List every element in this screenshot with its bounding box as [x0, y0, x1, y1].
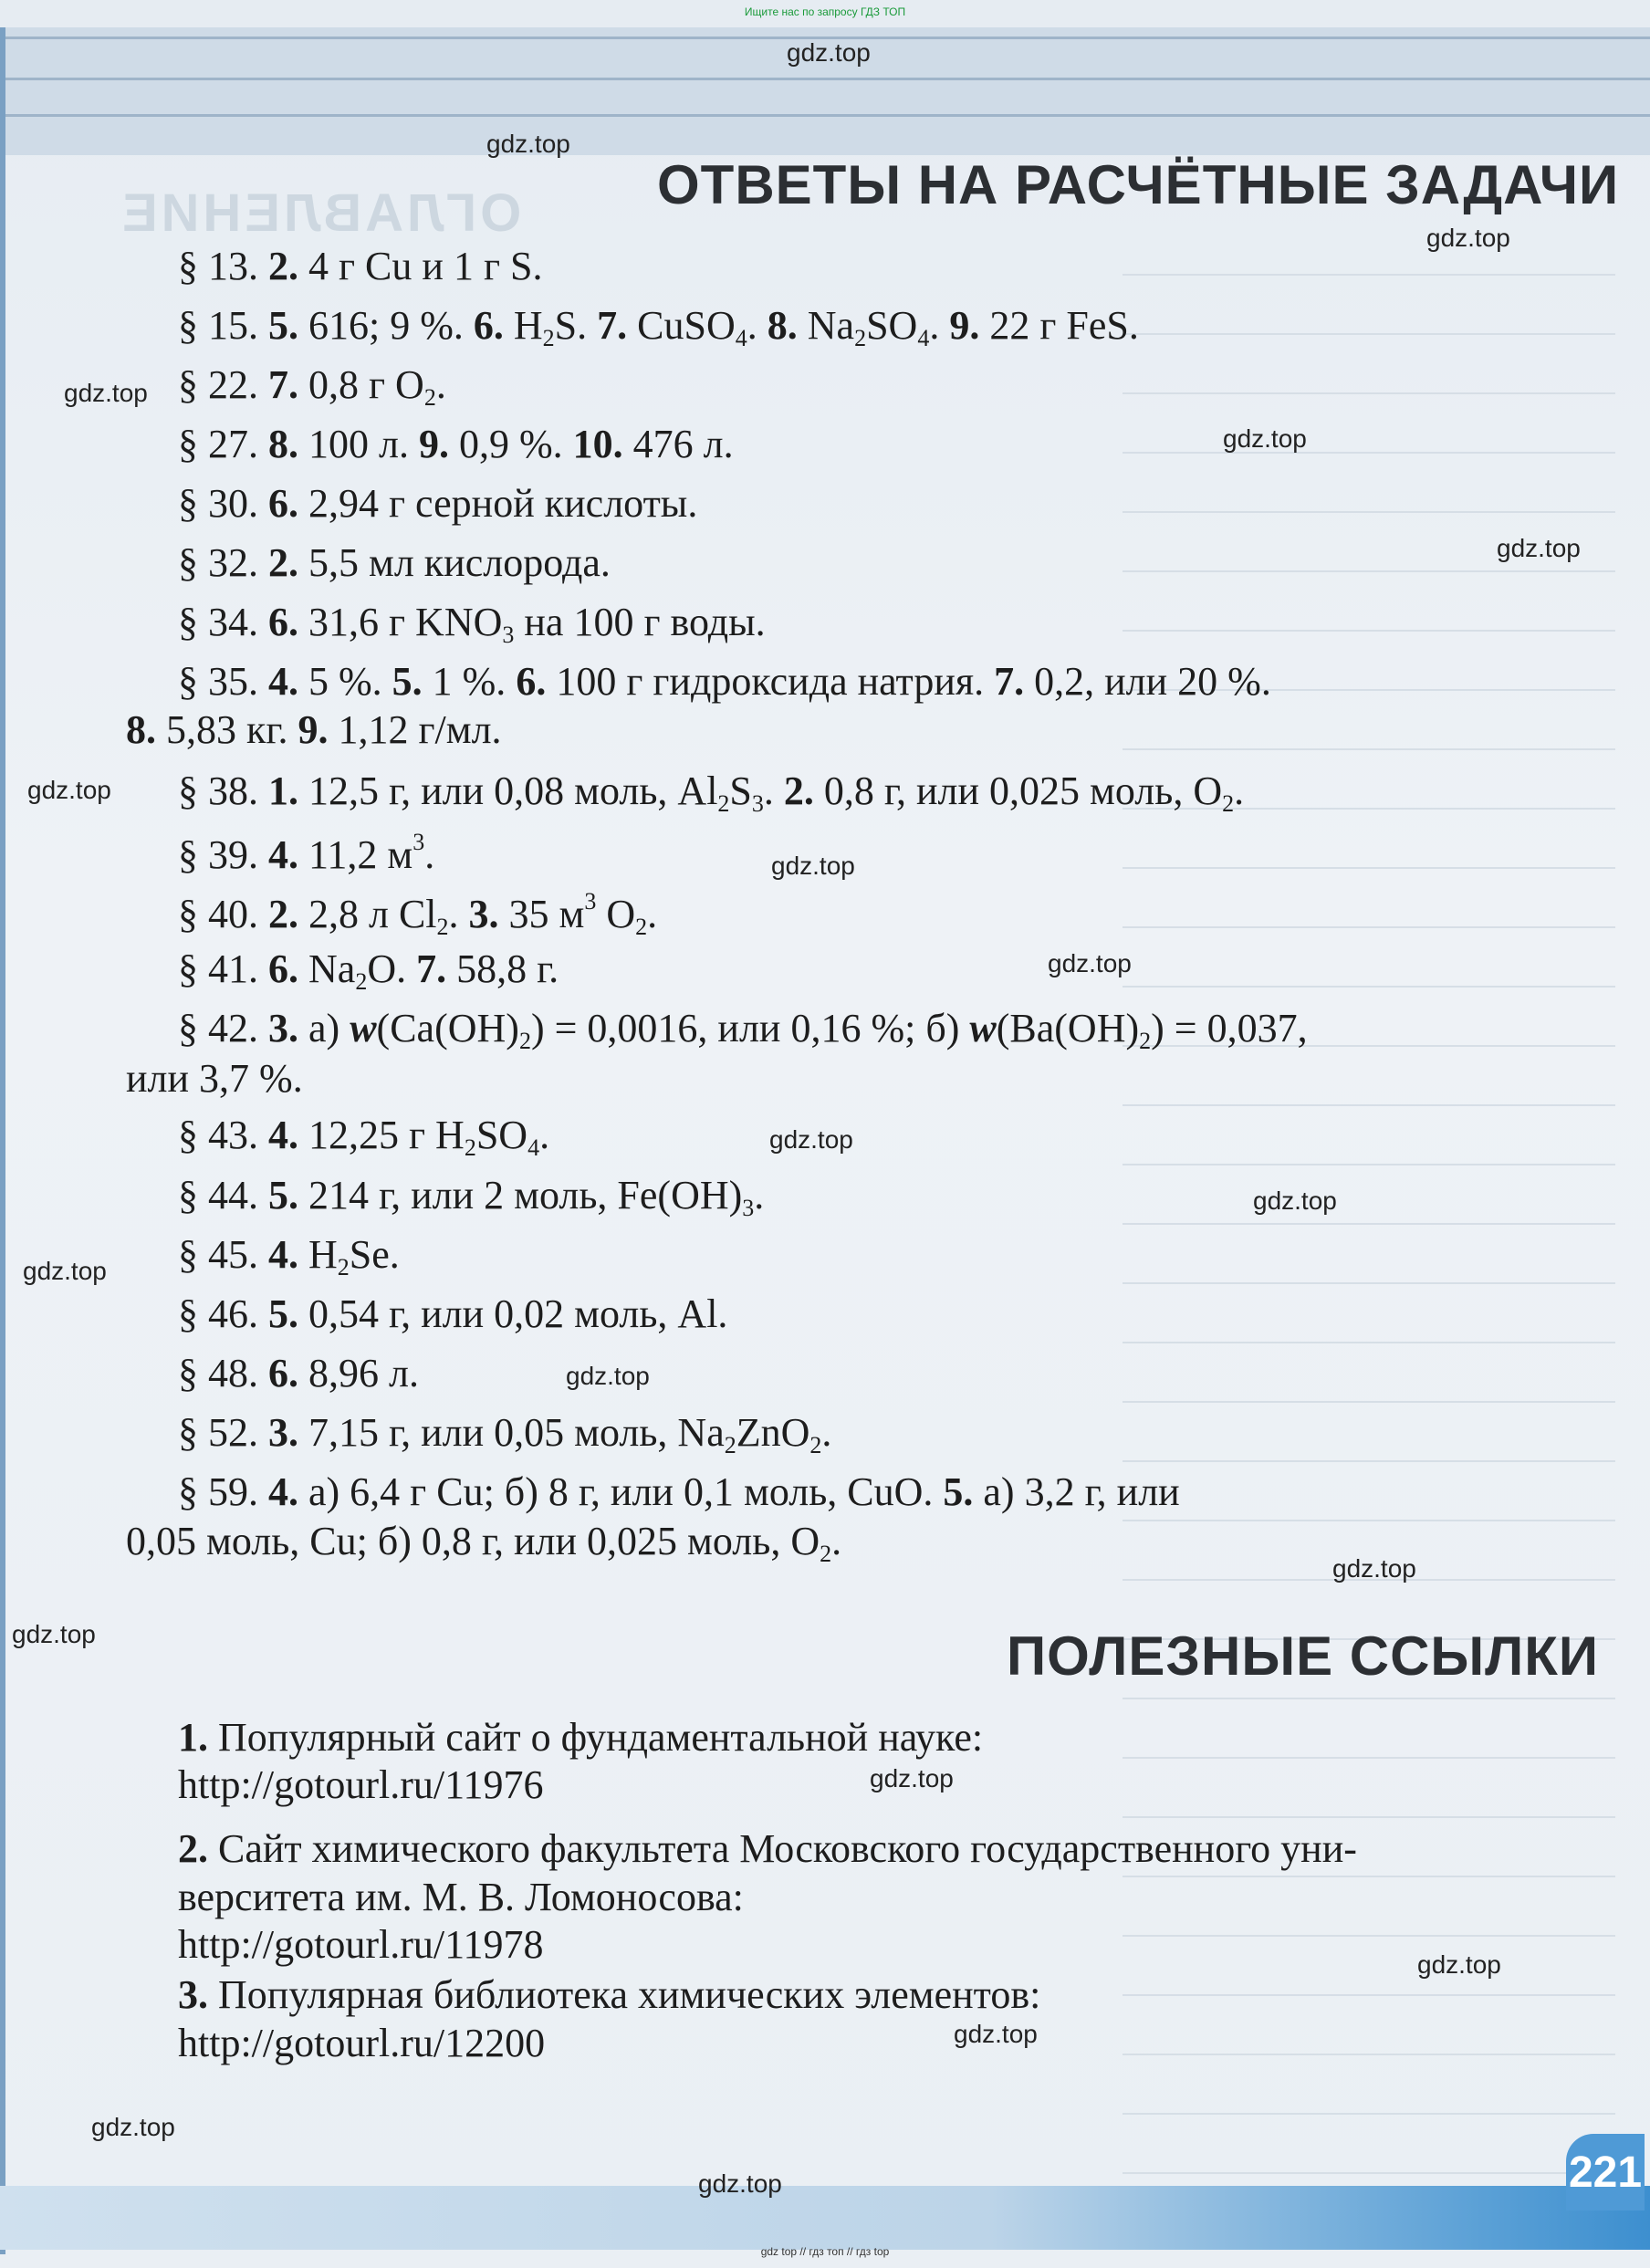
answer-22: § 22. 7. 0,8 г $O_2$. — [178, 362, 446, 411]
watermark: gdz.top — [486, 130, 570, 158]
promo-text[interactable]: Ищите нас по запросу ГДЗ ТОП — [744, 5, 906, 18]
watermark: gdz.top — [1417, 1950, 1501, 1979]
watermark: gdz.top — [23, 1257, 107, 1285]
watermark: gdz.top — [769, 1125, 853, 1154]
answer-27: § 27. 8. 100 л. 9. 0,9 %. 10. 476 л. — [178, 422, 734, 466]
watermark: gdz.top — [1048, 949, 1132, 977]
answer-42-cont: или 3,7 %. — [126, 1056, 303, 1101]
watermark: gdz.top — [64, 379, 148, 407]
answer-39: § 39. 4. 11,2 $м^3$. — [178, 829, 435, 877]
link-3-text: 3. Популярная библиотека химических элементов: — [178, 1972, 1041, 2017]
answer-44: § 44. 5. 214 г, или 2 моль, $Fe(OH)_3$. — [178, 1173, 765, 1221]
link-1-text: 1. Популярный сайт о фундаментальной науке: — [178, 1715, 984, 1760]
watermark: gdz.top — [870, 1764, 954, 1792]
answer-38: § 38. 1. 12,5 г, или 0,08 моль, $Al_2S_3$. 2. 0,8 г, или 0,025 моль, $O_2$. — [178, 768, 1245, 817]
watermark: gdz.top — [787, 38, 871, 67]
watermark: gdz.top — [91, 2113, 175, 2141]
answer-41: § 41. 6. $Na_2O$. 7. 58,8 г. — [178, 946, 559, 995]
answer-13: § 13. 2. 4 г Cu и 1 г S. — [178, 244, 543, 288]
answer-59-cont: 0,05 моль, Cu; б) 0,8 г, или 0,025 моль, $O_2$. — [126, 1519, 842, 1567]
link-3-url[interactable]: http://gotourl.ru/12200 — [178, 2021, 546, 2065]
ghost-lines — [1123, 274, 1615, 2231]
watermark: gdz.top — [12, 1620, 96, 1648]
answer-43: § 43. 4. 12,25 г $H_2SO_4$. — [178, 1113, 550, 1161]
watermark: gdz.top — [1253, 1186, 1337, 1215]
answer-46: § 46. 5. 0,54 г, или 0,02 моль, Al. — [178, 1291, 728, 1336]
watermark: gdz.top — [698, 2169, 782, 2198]
answer-15: § 15. 5. 616; 9 %. 6. $H_2S$. 7. CuSO$_4$. 8. $Na_2SO_4$. 9. 22 г FeS. — [178, 303, 1139, 351]
link-2-text-cont: верситета им. М. В. Ломоносова: — [178, 1875, 744, 1919]
links-heading: ПОЛЕЗНЫЕ ССЫЛКИ — [1007, 1625, 1600, 1687]
answer-35: § 35. 4. 5 %. 5. 1 %. 6. 100 г гидроксида натрия. 7. 0,2, или 20 %. — [178, 659, 1271, 704]
answer-45: § 45. 4. $H_2Se$. — [178, 1232, 400, 1280]
answer-34: § 34. 6. 31,6 г $KNO_3$ на 100 г воды. — [178, 600, 766, 648]
answer-32: § 32. 2. 5,5 мл кислорода. — [178, 540, 611, 585]
watermark: gdz.top — [1223, 424, 1307, 453]
footer-text: gdz top // гдз топ // гдз top — [760, 2245, 890, 2258]
link-2-url[interactable]: http://gotourl.ru/11978 — [178, 1922, 544, 1967]
page-number: 221 — [1566, 2134, 1645, 2211]
answer-48: § 48. 6. 8,96 л. — [178, 1351, 419, 1395]
watermark: gdz.top — [1426, 224, 1510, 252]
watermark: gdz.top — [954, 2020, 1038, 2048]
watermark: gdz.top — [27, 776, 111, 804]
link-2-text: 2. Сайт химического факультета Московского государственного уни- — [178, 1826, 1357, 1871]
answer-40: § 40. 2. 2,8 л $Cl_2$. 3. 35 $м^3$ $O_2$. — [178, 888, 658, 940]
answers-heading: ОТВЕТЫ НА РАСЧЁТНЫЕ ЗАДАЧИ — [657, 154, 1620, 215]
answer-42: § 42. 3. а) $w(Ca(OH)_2) = 0,0016$, или 0,16 %; б) $w(Ba(OH)_2) = 0,037$, — [178, 1006, 1308, 1054]
ghost-heading: ОГЛАВЛЕНИЕ — [119, 183, 522, 243]
watermark: gdz.top — [1332, 1554, 1416, 1583]
left-stripe — [0, 27, 5, 2254]
watermark: gdz.top — [771, 852, 855, 880]
answer-52: § 52. 3. 7,15 г, или 0,05 моль, $Na_2ZnO_2$. — [178, 1410, 832, 1458]
answer-35-cont: 8. 5,83 кг. 9. 1,12 г/мл. — [126, 707, 502, 752]
footer-band — [0, 2186, 1650, 2250]
answer-59: § 59. 4. а) 6,4 г Cu; б) 8 г, или 0,1 моль, CuO. 5. а) 3,2 г, или — [178, 1469, 1180, 1514]
watermark: gdz.top — [566, 1362, 650, 1390]
watermark: gdz.top — [1497, 534, 1581, 562]
answer-30: § 30. 6. 2,94 г серной кислоты. — [178, 481, 698, 526]
link-1-url[interactable]: http://gotourl.ru/11976 — [178, 1762, 544, 1807]
